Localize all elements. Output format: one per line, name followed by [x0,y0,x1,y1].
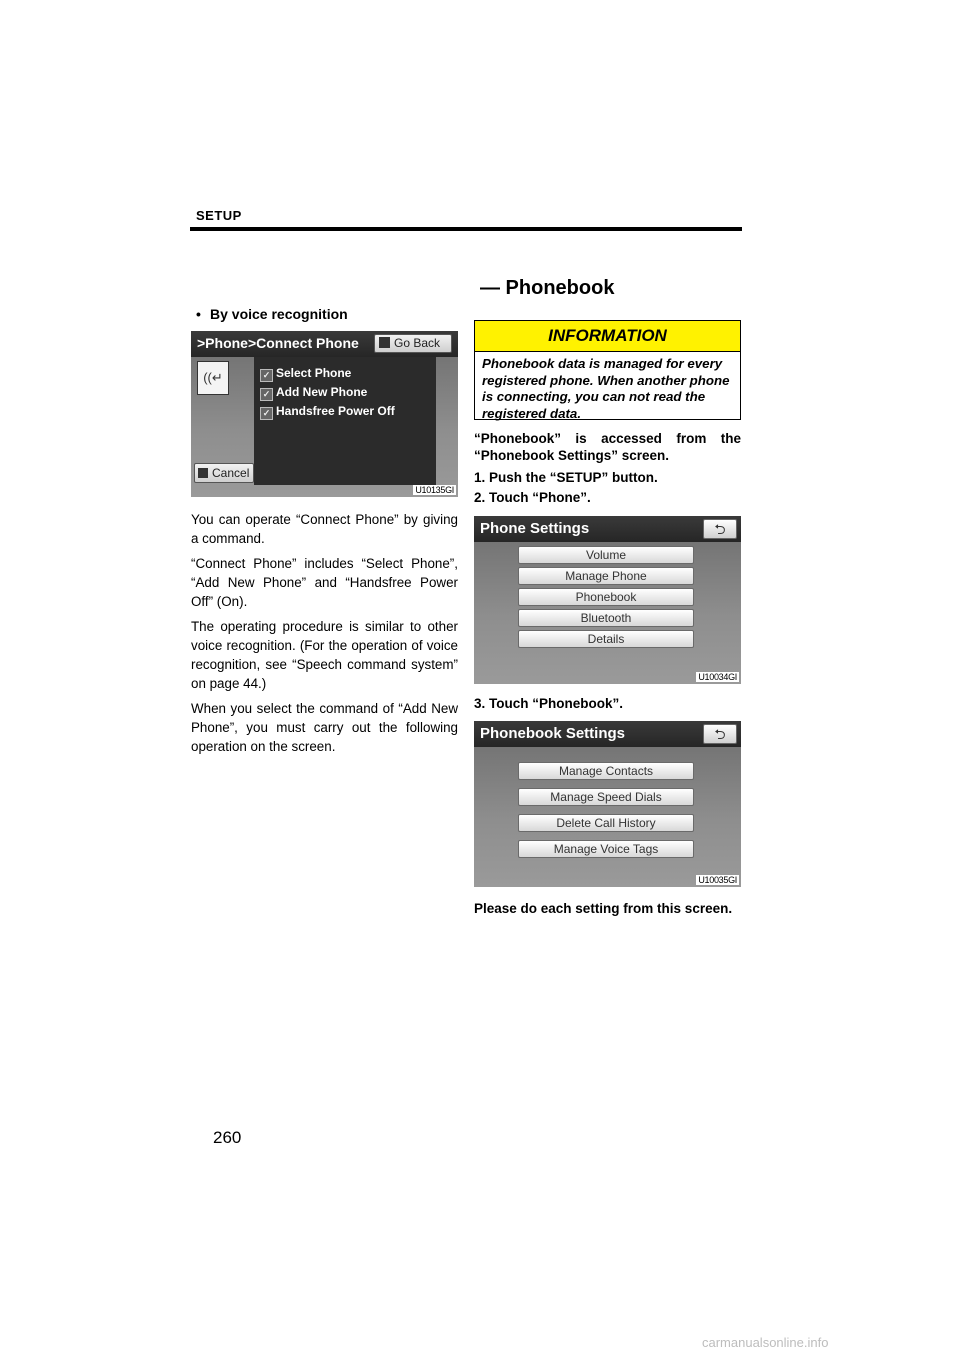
bluetooth-button[interactable]: Bluetooth [518,609,694,627]
information-box [474,320,741,420]
paragraph: The operating procedure is similar to other voice recognition. (For the operation of voice recognition, see “Speech command system” on page 44.) [191,619,458,691]
volume-button[interactable]: Volume [518,546,694,564]
back-icon[interactable]: ⮌ [703,519,737,539]
connect-phone-screenshot [191,331,458,497]
cancel-icon [198,468,208,478]
check-icon: ✓ [260,407,273,420]
voice-icon: ((↵ [197,361,229,395]
step-2: 2. Touch “Phone”. [474,490,591,505]
closing-text: Please do each setting from this screen. [474,901,733,916]
manage-phone-button[interactable]: Manage Phone [518,567,694,585]
command-list-panel [254,357,436,485]
manage-voice-tags-button[interactable]: Manage Voice Tags [518,840,694,858]
go-back-button[interactable] [374,334,452,353]
screen-title: Phone Settings [480,520,590,537]
check-icon: ✓ [260,388,273,401]
cancel-label: Cancel [212,466,250,480]
intro-text: “Phonebook” is accessed from the “Phonebook Settings” screen. [474,431,741,463]
bullet-heading-text: By voice recognition [210,306,348,322]
paragraph: “Connect Phone” includes “Select Phone”, “Add New Phone” and “Handsfree Power Off” (On). [191,556,458,609]
screen-title: Phonebook Settings [480,725,626,742]
go-back-label: Go Back [394,336,441,350]
image-code: U10035GI [698,875,737,885]
information-heading: INFORMATION [475,321,740,352]
delete-call-history-button[interactable]: Delete Call History [518,814,694,832]
section-header: SETUP [196,208,242,223]
details-button[interactable]: Details [518,630,694,648]
go-back-icon [379,337,390,348]
manage-speed-dials-button[interactable]: Manage Speed Dials [518,788,694,806]
bullet-heading [196,306,348,322]
command-item[interactable]: ✓ Select Phone [260,366,351,382]
check-icon: ✓ [260,369,273,382]
image-code: U10135GI [415,485,454,495]
step-3: 3. Touch “Phonebook”. [474,696,624,711]
phone-settings-screenshot [474,516,741,684]
cancel-button[interactable] [194,463,254,483]
header-rule [190,227,742,231]
step-1: 1. Push the “SETUP” button. [474,470,658,485]
phonebook-settings-screenshot [474,721,741,887]
manage-contacts-button[interactable]: Manage Contacts [518,762,694,780]
back-icon[interactable]: ⮌ [703,724,737,744]
bullet-icon: • [196,306,201,322]
image-code: U10034GI [698,672,737,682]
phonebook-button[interactable]: Phonebook [518,588,694,606]
page-number: 260 [213,1128,242,1147]
screen-title: >Phone>Connect Phone [197,335,359,351]
command-item[interactable]: ✓ Handsfree Power Off [260,404,395,420]
left-body-text [191,510,458,762]
section-title: — Phonebook [480,277,615,299]
watermark: carmanualsonline.info [702,1335,829,1350]
paragraph: When you select the command of “Add New Phone”, you must carry out the following operation on the screen. [191,701,458,754]
information-body: Phonebook data is managed for every registered phone. When another phone is connecting, you can not read the registered data. [482,356,730,421]
paragraph: You can operate “Connect Phone” by giving a command. [191,512,458,546]
command-item[interactable]: ✓ Add New Phone [260,385,367,401]
